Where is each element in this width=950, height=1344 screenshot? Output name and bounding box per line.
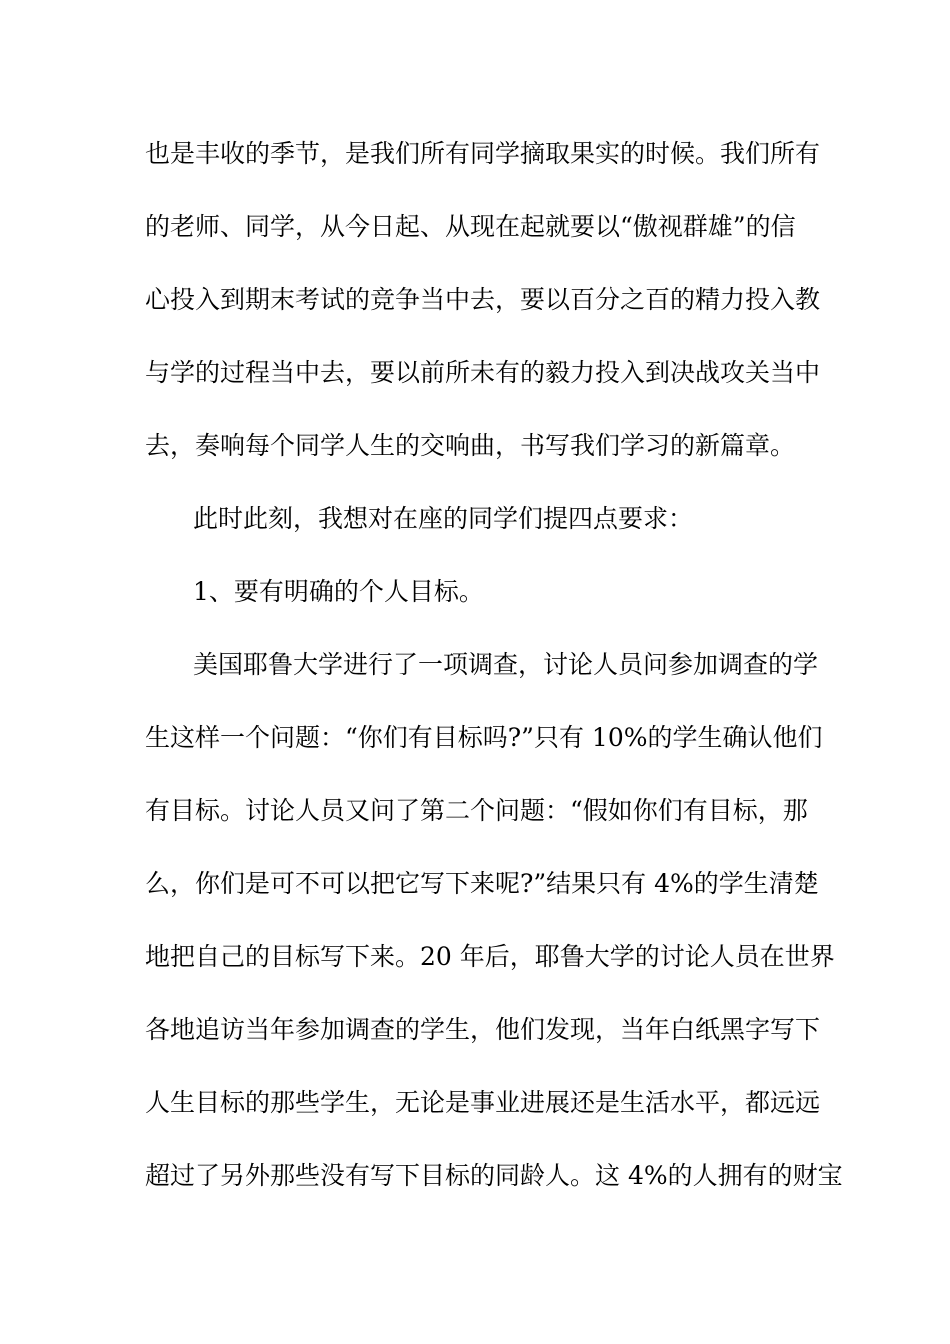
paragraph-first-line: 此时此刻，我想对在座的同学们提四点要求： [193,504,694,533]
text-line: 生这样一个问题：“你们有目标吗?”只有 10%的学生确认他们 [145,723,823,752]
text-line: 各地追访当年参加调查的学生，他们发现，当年白纸黑字写下 [145,1015,821,1044]
text-line: 心投入到期末考试的竞争当中去，要以百分之百的精力投入教 [145,285,821,314]
section-heading: 1、要有明确的个人目标。 [193,577,484,606]
text-line: 么，你们是可不可以把它写下来呢?”结果只有 4%的学生清楚 [145,869,819,898]
paragraph-first-line: 美国耶鲁大学进行了一项调查，讨论人员问参加调查的学 [193,650,819,679]
document-body [145,128,843,1223]
text-line: 超过了另外那些没有写下目标的同龄人。这 4%的人拥有的财宝 [145,1161,843,1190]
text-line: 的老师、同学，从今日起、从现在起就要以“傲视群雄”的信 [145,212,796,241]
text-line: 也是丰收的季节，是我们所有同学摘取果实的时候。我们所有 [145,139,821,168]
text-line: 去，奏响每个同学人生的交响曲，书写我们学习的新篇章。 [145,431,796,460]
text-line: 人生目标的那些学生，无论是事业进展还是生活水平，都远远 [145,1088,821,1117]
text-line: 有目标。讨论人员又问了第二个问题：“假如你们有目标，那 [145,796,808,825]
text-line: 地把自己的目标写下来。20 年后，耶鲁大学的讨论人员在世界 [145,942,835,971]
text-line: 与学的过程当中去，要以前所未有的毅力投入到决战攻关当中 [145,358,821,387]
